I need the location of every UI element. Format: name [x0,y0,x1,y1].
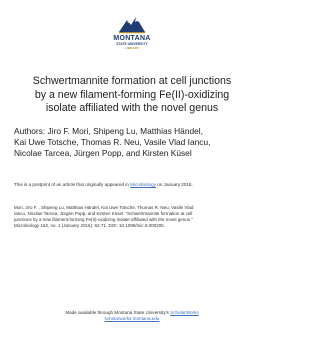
footer-note [14,310,250,322]
citation-line-4: Microbiology 162, no. 1 (January 2016): 62-71. DOI: 10.1099/mic.0.000205. [14,223,165,228]
scholarworks-link[interactable]: ScholarWorks [170,310,199,315]
journal-link[interactable]: Microbiology [130,182,156,187]
citation-block [14,205,252,229]
logo-library: LIBRARY [124,46,140,51]
postprint-note [14,182,254,188]
title-line-3: isolate affiliated with the novel genus [45,102,219,114]
citation-line-1: Mori, Jiro F. , Shipeng Lu, Matthias Händel, Kai Uwe Totsche, Thomas R. Neu, Vasile Vlad [14,205,194,210]
logo-subtitle: STATE UNIVERSITY [116,42,148,46]
citation-line-2: Iancu, Nicolae Tarcea, Jürgen Popp, and Kirsten Küsel. "Schwertmannite formation at cell [14,211,193,216]
university-logo [110,14,154,54]
postprint-prefix: This is a postprint of an article that originally appeared in [14,182,131,187]
authors-line-3: Nicolae Tarcea, Jürgen Popp, and Kirsten Küsel [14,148,192,159]
scholarworks-url-link[interactable]: scholarworks.montana.edu [104,316,160,321]
logo-name: MONTANA [113,35,151,42]
authors-block [14,126,250,160]
authors-line-1: Authors: Jiro F. Mori, Shipeng Lu, Matthias Händel, [14,126,203,136]
postprint-suffix: on January 2016. [155,182,193,187]
citation-line-3: junctions by a new filament-forming Fe(II)-oxidizing isolate affiliated with the novel genus." [14,217,193,222]
mountain-logo-icon [117,14,147,34]
title-line-2: by a new filament-forming Fe(II)-oxidizing [34,88,230,101]
article-title [14,75,250,116]
footer-prefix: Made available through Montana State University's [65,310,171,315]
title-line-1: Schwertmannite formation at cell junctions [32,75,232,87]
authors-line-2: Kai Uwe Totsche, Thomas R. Neu, Vasile Vlad Iancu, [14,137,211,148]
